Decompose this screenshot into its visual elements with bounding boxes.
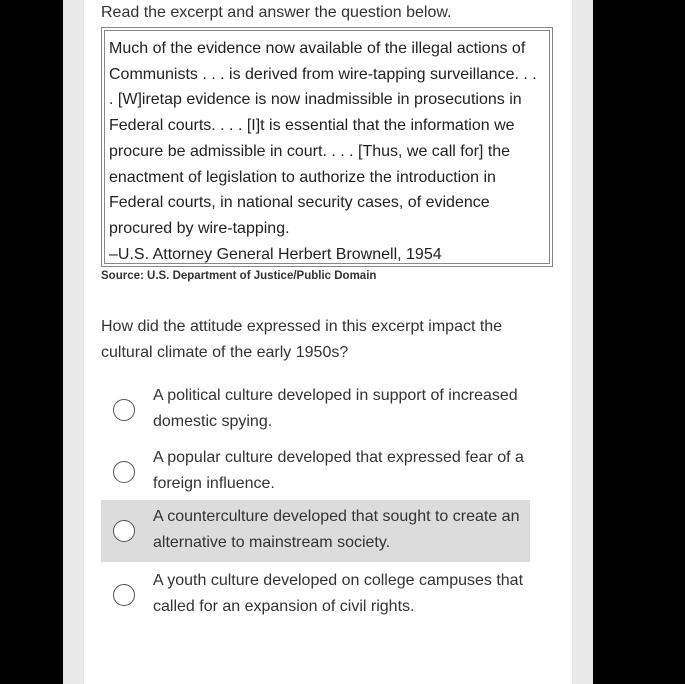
radio-button[interactable]	[113, 461, 135, 483]
choice-label: A youth culture developed on college campuses that called for an expansion of civil rights.	[153, 572, 524, 615]
answer-choice-a[interactable]	[101, 379, 530, 441]
radio-button[interactable]	[113, 520, 135, 542]
choice-label: A political culture developed in support of increased domestic spying.	[153, 387, 518, 430]
choice-label: A popular culture developed that expressed fear of a foreign influence.	[153, 449, 524, 492]
radio-button[interactable]	[113, 584, 135, 606]
excerpt-inner	[104, 30, 550, 264]
choice-label: A counterculture developed that sought to create an alternative to mainstream society.	[153, 508, 520, 551]
question-text: How did the attitude expressed in this excerpt impact the cultural climate of the early 1950s?	[101, 318, 503, 361]
instructions: Read the excerpt and answer the question below.	[101, 4, 452, 21]
excerpt-attribution: –U.S. Attorney General Herbert Brownell, 1954	[109, 245, 442, 263]
excerpt-text: Much of the evidence now available of the illegal actions of Communists . . . is derived from wire-tapping surveillance. . . . [W]iretap evidence is now inadmissible in prosecutions in Federal courts. . . . [I]t is essential that the information we procure be admissible in court. . . . [Thus, we call for] the enactment of legislation to authorize the introduction in Federal courts, in national security cases, of evidence procured by wire-tapping.	[109, 40, 537, 237]
answer-choice-c[interactable]	[101, 500, 530, 562]
radio-button[interactable]	[113, 399, 135, 421]
source-citation: Source: U.S. Department of Justice/Public Domain	[101, 270, 377, 282]
answer-choice-b[interactable]	[101, 441, 530, 503]
answer-choice-d[interactable]	[101, 564, 530, 626]
excerpt-box	[101, 27, 553, 267]
